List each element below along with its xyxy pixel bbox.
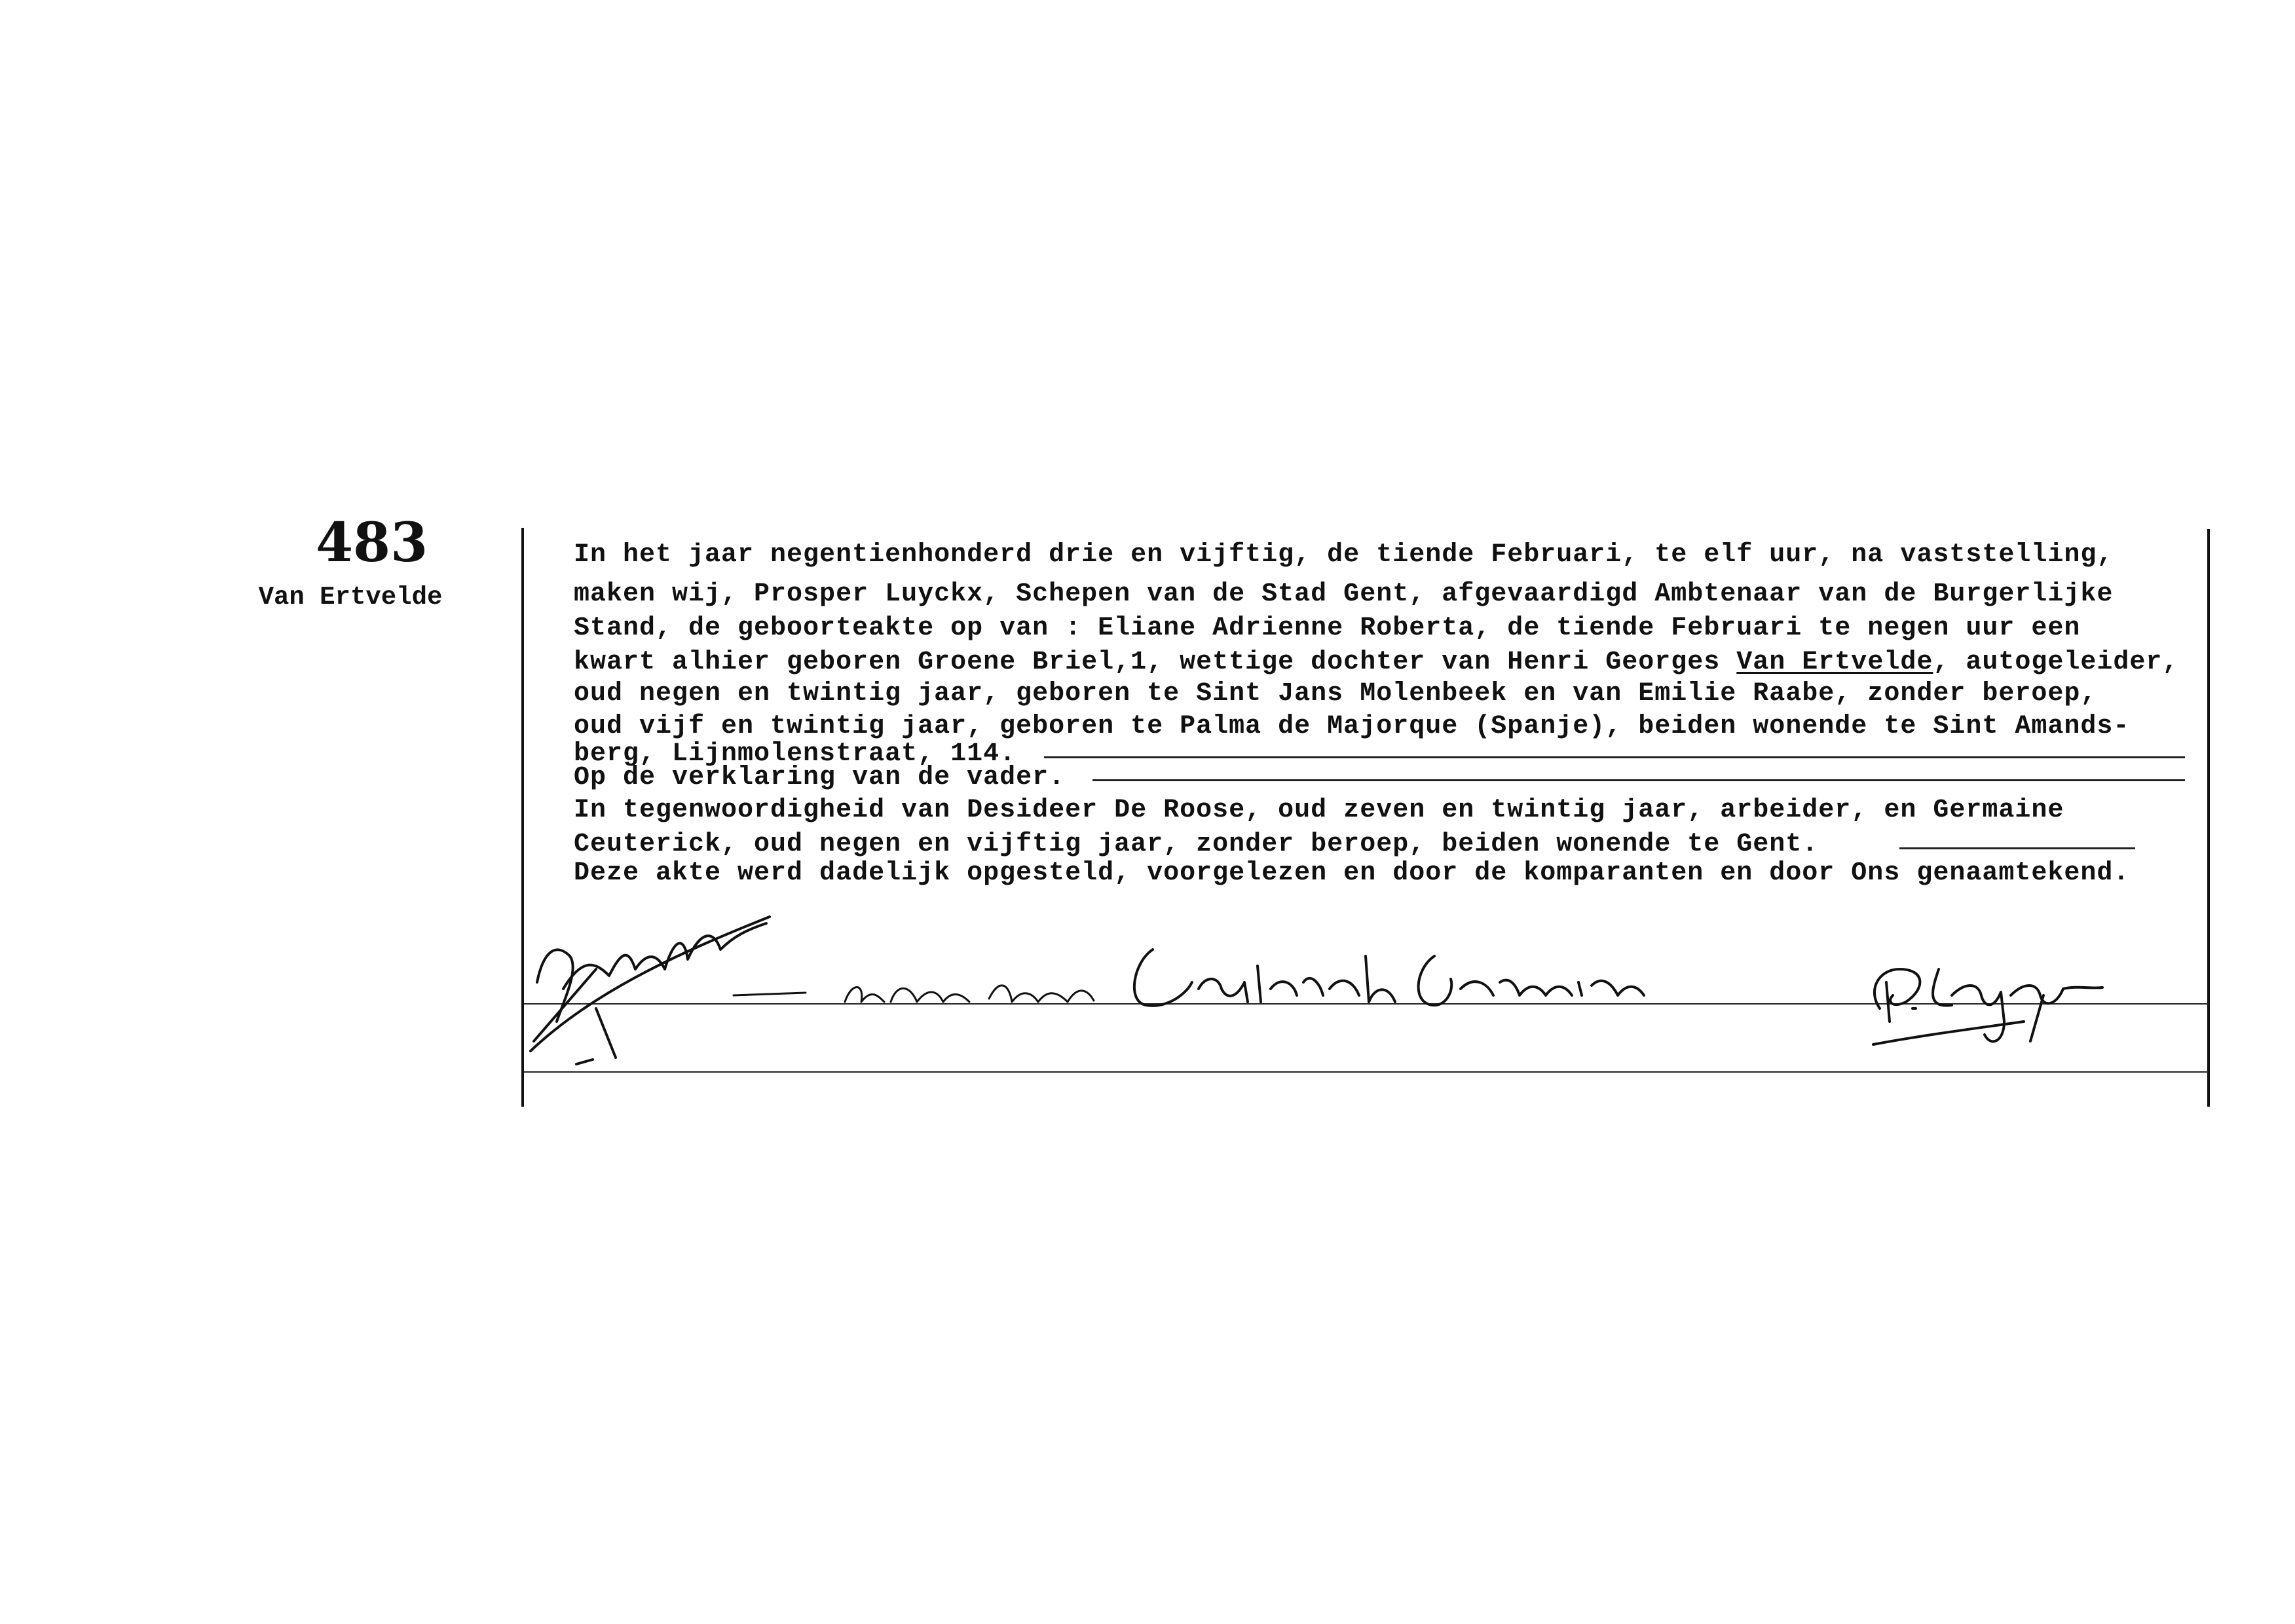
underlined-surname: Van Ertvelde [1736,648,1933,677]
record-line: Deze akte werd dadelijk opgesteld, voorgelezen en door de komparanten en door Ons genaamtekend. [574,858,2130,888]
signature-strokes [517,910,2214,1080]
record-line: In het jaar negentienhonderd drie en vijftig, de tiende Februari, te elf uur, na vaststelling, [574,540,2114,570]
signature-official [1873,969,2102,1044]
record-line: berg, Lijnmolenstraat, 114. [574,739,1017,769]
record-line: oud vijf en twintig jaar, geboren te Palma de Majorque (Spanje), beiden wonende te Sint Amands- [574,712,2130,741]
margin-record-number: 483 [316,511,428,574]
record-line [574,646,2178,680]
signature-father [531,917,770,1064]
separator-dash [734,993,806,995]
margin-family-name: Van Ertvelde [258,583,443,612]
line-text-before: kwart alhier geboren Groene Briel,1, wettige dochter van Henri Georges [574,648,1737,677]
filler-rule [1092,779,2185,781]
record-line: In tegenwoordigheid van Desideer De Roose, oud zeven en twintig jaar, arbeider, en Germaine [574,796,2064,825]
record-line: oud negen en twintig jaar, geboren te Sint Jans Molenbeek en van Emilie Raabe, zonder beroep, [574,679,2097,709]
filler-rule [1044,756,2185,758]
record-line: Stand, de geboorteakte op van : Eliane Adrienne Roberta, de tiende Februari te negen uur een [574,614,2081,643]
signature-witness1 [845,986,1094,1002]
signature-witness2 [1134,950,1644,1006]
filler-rule [1899,847,2135,849]
signatures [517,910,2214,1080]
line-text-after: , autogeleider, [1933,648,2179,677]
record-line: maken wij, Prosper Luyckx, Schepen van de Stad Gent, afgevaardigd Ambtenaar van de Burgerlijke [574,580,2114,609]
record-line: Ceuterick, oud negen en vijftig jaar, zonder beroep, beiden wonende te Gent. [574,830,1819,859]
record-line: Op de verklaring van de vader. [574,763,1066,792]
